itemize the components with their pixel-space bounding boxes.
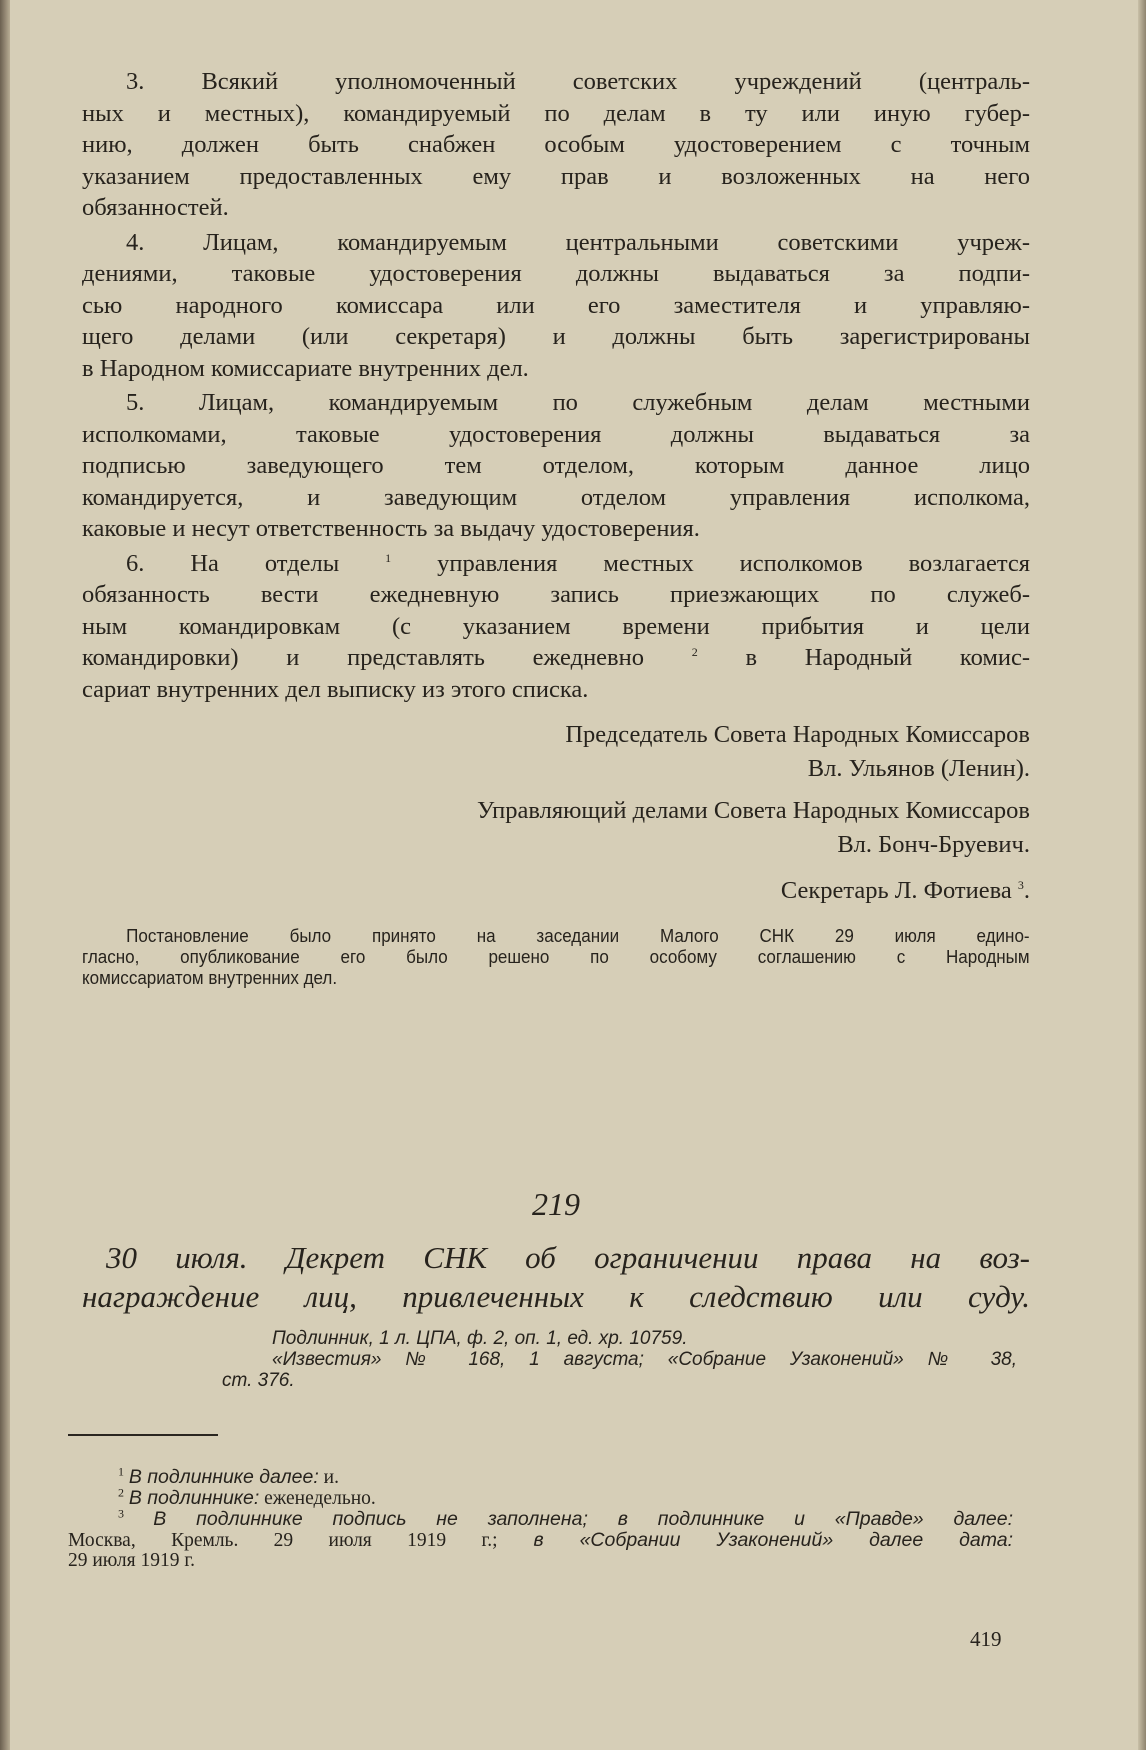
footnote-mark: 1: [118, 1464, 124, 1479]
text-line: щего делами (или секретаря) и должны быть зарегистрированы: [82, 323, 1030, 350]
footnote-mark: 1: [385, 550, 392, 565]
text-line: сариат внутренних дел выписку из этого списка.: [82, 675, 589, 703]
text-line: дениями, таковые удостоверения должны выдаваться за подпи-: [82, 260, 1030, 287]
text-segment: командировки) и представлять ежедневно: [82, 644, 644, 671]
text-segment: в «Собрании Узаконений» далее дата:: [497, 1529, 1013, 1551]
paragraph-3: [82, 66, 1030, 224]
footnote-mark: 2: [691, 644, 698, 659]
text-line: 5. Лицам, командируемым по служебным делам местными: [126, 389, 1030, 416]
document-number: 219: [532, 1186, 580, 1222]
document-title: [82, 1238, 1030, 1316]
footnote-divider: [68, 1434, 218, 1436]
paragraph-5: [82, 387, 1030, 545]
text-line: исполкомами, таковые удостоверения должны выдаваться за: [82, 420, 1030, 448]
text-line: подписью заведующего тем отделом, которым данное лицо: [82, 452, 1030, 479]
text-segment: и.: [318, 1467, 339, 1488]
paragraph-4: [82, 227, 1030, 385]
text-segment: Секретарь Л. Фотиева: [780, 877, 1012, 904]
text-line: обязанностей.: [82, 194, 229, 221]
footnote-mark: 3: [118, 1506, 124, 1521]
signature-name: Вл. Ульянов (Ленин).: [807, 755, 1030, 782]
book-spine-edge: [0, 0, 10, 1750]
signature-name: Вл. Бонч-Бруевич.: [837, 831, 1030, 858]
text-segment: Москва, Кремль. 29 июля 1919 г.;: [68, 1530, 498, 1551]
text-segment: еженедельно.: [259, 1488, 376, 1509]
page-number: 419: [970, 1627, 1002, 1651]
text-segment: В подлиннике далее:: [128, 1466, 319, 1488]
signature-title: Управляющий делами Совета Народных Комиссаров: [476, 797, 1030, 824]
text-line: [68, 1530, 1013, 1551]
text-line: [82, 548, 1030, 580]
source-line: Подлинник, 1 л. ЦПА, ф. 2, оп. 1, ед. хр. 10759.: [272, 1328, 688, 1349]
signature-name: Секретарь Л. Фотиева $^3$.: [780, 877, 1030, 904]
signatures: [82, 718, 1042, 908]
signature-manager: [82, 794, 1030, 862]
signature-chairman: [82, 718, 1030, 786]
text-line: ным командировкам (с указанием времени прибытия и цели: [82, 612, 1030, 640]
signature-secretary: [82, 874, 1030, 908]
text-line: Постановление было принято на заседании Малого СНК 29 июля едино-: [126, 925, 1030, 946]
footnotes: [68, 1464, 1013, 1571]
text-line: 3. Всякий уполномоченный советских учреждений (централь-: [126, 68, 1030, 95]
text-line: награждение лиц, привлеченных к следствию или суду.: [82, 1279, 1030, 1314]
text-line: нию, должен быть снабжен особым удостоверением с точным: [82, 131, 1030, 158]
text-line: каковые и несут ответственность за выдачу удостоверения.: [82, 515, 700, 542]
source-line: ст. 376.: [222, 1370, 295, 1391]
text-segment: в Народный комис-: [745, 644, 1031, 671]
sources: [222, 1328, 1017, 1391]
text-line: ных и местных), командируемый по делам в ту или иную губер-: [82, 99, 1030, 127]
text-line: 4. Лицам, командируемым центральными советскими учреж-: [126, 228, 1030, 256]
text-line: обязанность вести ежедневную запись приезжающих по служеб-: [82, 581, 1030, 608]
text-line: указанием предоставленных ему прав и возложенных на него: [82, 162, 1030, 190]
text-line: 30 июля. Декрет СНК об ограничении права на воз-: [106, 1240, 1030, 1275]
text-line: сью народного комиссара или его заместителя и управляю-: [82, 291, 1030, 319]
text-line: 29 июля 1919 г.: [68, 1550, 196, 1571]
footnote-mark: 2: [118, 1485, 124, 1500]
footnote-3: [68, 1506, 1013, 1530]
source-line: «Известия» № 168, 1 августа; «Собрание Узаконений» № 38,: [272, 1349, 1017, 1370]
footnote-mark: 3: [1017, 877, 1024, 892]
text-line: комиссариатом внутренних дел.: [82, 967, 338, 988]
footnote-2: [68, 1485, 1013, 1509]
text-segment: 6. На отделы: [126, 549, 340, 577]
text-segment: В подлиннике:: [128, 1487, 260, 1509]
text-segment: В подлиннике подпись не заполнена; в подлиннике и «Правде» далее:: [153, 1508, 1013, 1530]
text-line: командируется, и заведующим отделом управления исполкома,: [82, 483, 1030, 511]
text-line: в Народном комиссариате внутренних дел.: [82, 354, 529, 382]
text-line: гласно, опубликование его было решено по особому соглашению с Народным: [82, 946, 1030, 967]
signature-title: Председатель Совета Народных Комиссаров: [565, 721, 1030, 748]
footnote-1: [68, 1464, 1013, 1488]
text-line: [82, 642, 1030, 674]
text-segment: управления местных исполкомов возлагается: [437, 549, 1031, 577]
main-text: [82, 66, 1030, 708]
editorial-note: [82, 925, 1030, 988]
paragraph-6: [82, 548, 1030, 706]
page-edge: [1138, 0, 1146, 1750]
